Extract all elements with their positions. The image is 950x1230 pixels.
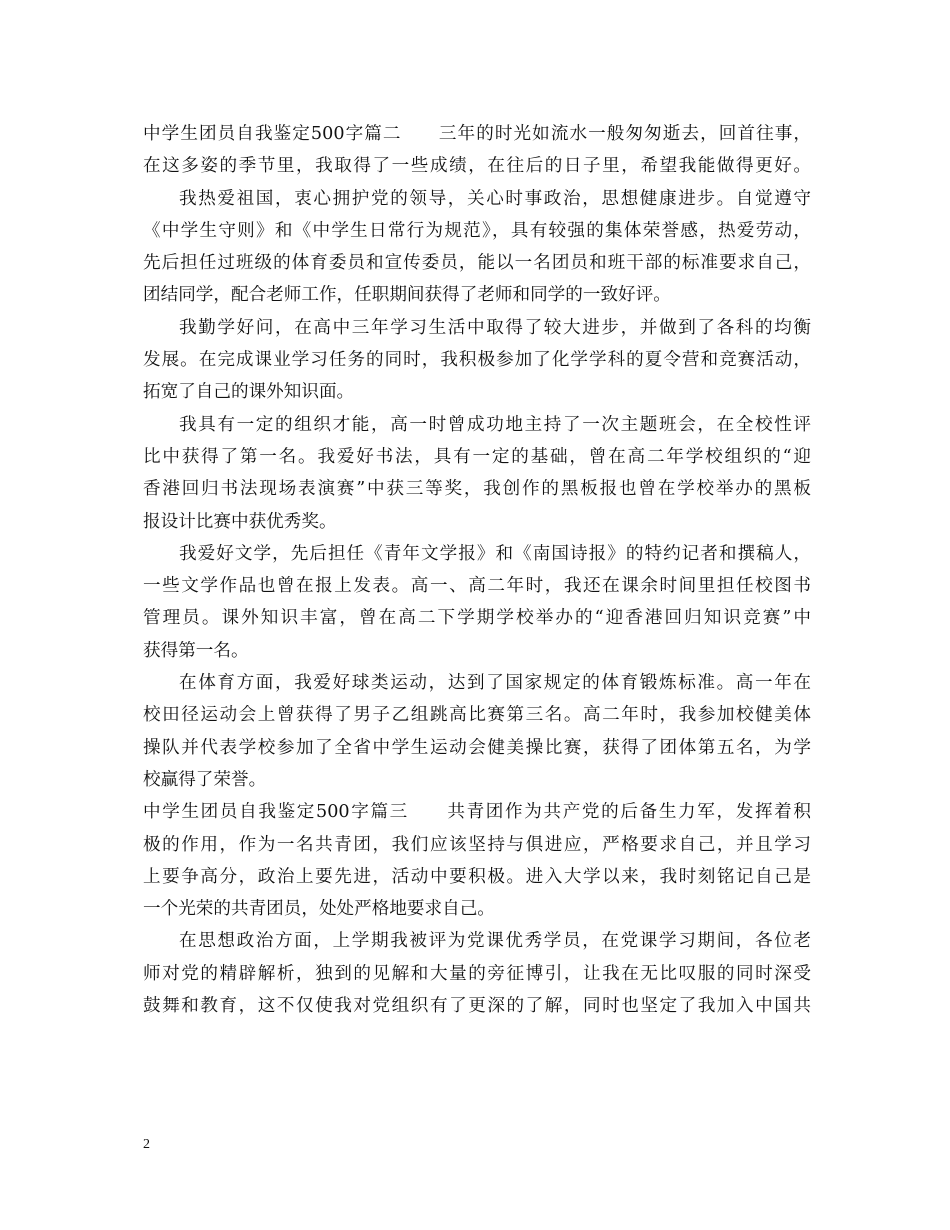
text-line: 香港回归书法现场表演赛”中获三等奖，我创作的黑板报也曾在学校举办的黑板 bbox=[143, 479, 811, 500]
text-line: 在思想政治方面，上学期我被评为党课优秀学员，在党课学习期间，各位老 bbox=[179, 931, 811, 952]
text-line: 校田径运动会上曾获得了男子乙组跳高比赛第三名。高二年时，我参加校健美体 bbox=[143, 705, 811, 726]
text-line: 操队并代表学校参加了全省中学生运动会健美操比赛，获得了团体第五名，为学 bbox=[143, 737, 811, 758]
text-line: 团结同学，配合老师工作，任职期间获得了老师和同学的一致好评。 bbox=[143, 285, 671, 306]
page-number: 2 bbox=[143, 1137, 150, 1152]
text-line: 发展。在完成课业学习任务的同时，我积极参加了化学学科的夏令营和竞赛活动， bbox=[143, 350, 811, 371]
text-line: 鼓舞和教育，这不仅使我对党组织有了更深的了解，同时也坚定了我加入中国共 bbox=[143, 996, 811, 1017]
text-line: 校赢得了荣誉。 bbox=[143, 769, 267, 790]
text-line: 师对党的精辟解析，独到的见解和大量的旁征博引，让我在无比叹服的同时深受 bbox=[143, 963, 811, 984]
text-line: 《中学生守则》和《中学生日常行为规范》，具有较强的集体荣誉感，热爱劳动， bbox=[143, 220, 811, 241]
text-line: 获得第一名。 bbox=[143, 640, 249, 661]
text-line: 一个光荣的共青团员，处处严格地要求自己。 bbox=[143, 899, 495, 920]
text-line: 管理员。课外知识丰富，曾在高二下学期学校举办的“迎香港回归知识竞赛”中 bbox=[143, 608, 811, 629]
text-line: 在这多姿的季节里，我取得了一些成绩，在往后的日子里，希望我能做得更好。 bbox=[143, 156, 811, 177]
text-line: 中学生团员自我鉴定500字篇二 三年的时光如流水一般匆匆逝去，回首往事， bbox=[143, 124, 811, 144]
text-line: 在体育方面，我爱好球类运动，达到了国家规定的体育锻炼标准。高一年在 bbox=[179, 673, 811, 694]
text-line: 中学生团员自我鉴定500字篇三 共青团作为共产党的后备生力军，发挥着积 bbox=[143, 802, 811, 823]
text-line: 拓宽了自己的课外知识面。 bbox=[143, 382, 355, 403]
text-line: 我勤学好问，在高中三年学习生活中取得了较大进步，并做到了各科的均衡 bbox=[179, 317, 811, 338]
text-line: 我爱好文学，先后担任《青年文学报》和《南国诗报》的特约记者和撰稿人， bbox=[179, 543, 811, 564]
text-line: 先后担任过班级的体育委员和宣传委员，能以一名团员和班干部的标准要求自己， bbox=[143, 253, 811, 274]
text-line: 一些文学作品也曾在报上发表。高一、高二年时，我还在课余时间里担任校图书 bbox=[143, 576, 811, 597]
document-body bbox=[143, 118, 811, 1022]
text-line: 极的作用，作为一名共青团，我们应该坚持与俱进应，严格要求自己，并且学习 bbox=[143, 834, 811, 855]
text-line: 我热爱祖国，衷心拥护党的领导，关心时事政治，思想健康进步。自觉遵守 bbox=[179, 188, 811, 209]
text-line: 比中获得了第一名。我爱好书法，具有一定的基础，曾在高二年学校组织的“迎 bbox=[143, 446, 811, 467]
text-line: 上要争高分，政治上要先进，活动中要积极。进入大学以来，我时刻铭记自己是 bbox=[143, 866, 811, 887]
text-line: 报设计比赛中获优秀奖。 bbox=[143, 511, 337, 532]
text-line: 我具有一定的组织才能，高一时曾成功地主持了一次主题班会，在全校性评 bbox=[179, 414, 811, 435]
